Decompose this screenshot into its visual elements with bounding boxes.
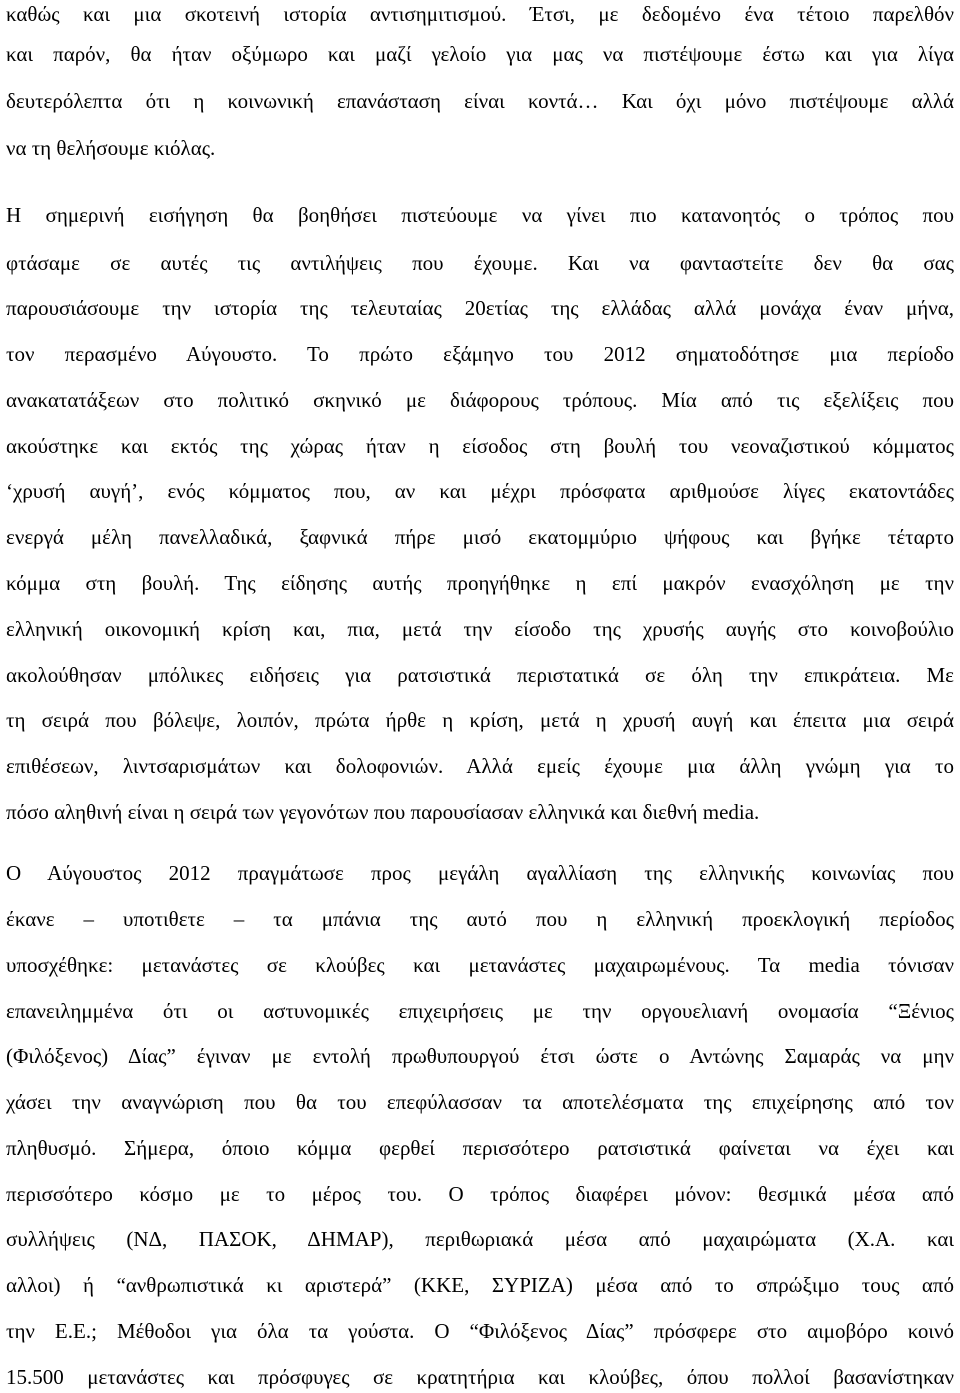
- text-line: να τη θελήσουμε κιόλας.: [6, 136, 216, 160]
- text-line: Η σημερινή εισήγηση θα βοηθήσει πιστεύουμε να γίνει πιο κατανοητός ο τρόπος που: [6, 203, 954, 227]
- text-line: την Ε.Ε.; Μέθοδοι για όλα τα γούστα. Ο “Φιλόξενος Δίας” πρόσφερε στο αιμοβόρο κοινό: [6, 1319, 954, 1343]
- text-line: ‘χρυσή αυγή’, ενός κόμματος που, αν και μέχρι πρόσφατα αριθμούσε λίγες εκατοντάδες: [6, 479, 954, 503]
- text-line: υποσχέθηκε: μετανάστες σε κλούβες και μετανάστες μαχαιρωμένους. Τα media τόνισαν: [6, 953, 954, 977]
- text-line: τον περασμένο Αύγουστο. Το πρώτο εξάμηνο του 2012 σηματοδότησε μια περίοδο: [6, 342, 954, 366]
- text-line: περισσότερο κόσμο με το μέρος του. Ο τρόπος διαφέρει μόνον: θεσμικά μέσα από: [6, 1182, 954, 1206]
- text-line: φτάσαμε σε αυτές τις αντιλήψεις που έχουμε. Και να φανταστείτε δεν θα σας: [6, 251, 954, 275]
- text-line: πληθυσμό. Σήμερα, όποιο κόμμα φερθεί περισσότερο ρατσιστικά φαίνεται να έχει και: [6, 1136, 954, 1160]
- text-line: ακολούθησαν μπόλικες ειδήσεις για ρατσιστικά περιστατικά σε όλη την επικράτεια. Με: [6, 663, 954, 687]
- text-line: 15.500 μετανάστες και πρόσφυγες σε κρατητήρια και κλούβες, όπου πολλοί βασανίστηκαν: [6, 1365, 954, 1389]
- text-line: ελληνική οικονομική κρίση και, πια, μετά την είσοδο της χρυσής αυγής στο κοινοβούλιο: [6, 617, 954, 641]
- text-line: έκανε – υποτιθετε – τα μπάνια της αυτό που η ελληνική προεκλογική περίοδος: [6, 907, 954, 931]
- text-line: (Φιλόξενος) Δίας” έγιναν με εντολή πρωθυπουργού έτσι ώστε ο Αντώνης Σαμαράς να μην: [6, 1044, 954, 1068]
- text-line: Ο Αύγουστος 2012 πραγμάτωσε προς μεγάλη αγαλλίαση της ελληνικής κοινωνίας που: [6, 861, 954, 885]
- text-line: και παρόν, θα ήταν οξύμωρο και μαζί γελοίο για μας να πιστέψουμε έστω και για λίγα: [6, 42, 954, 66]
- text-line: χάσει την αναγνώριση που θα του επεφύλασσαν τα αποτελέσματα της επιχείρησης από τον: [6, 1090, 954, 1114]
- text-line: δευτερόλεπτα ότι η κοινωνική επανάσταση είναι κοντά… Και όχι μόνο πιστέψουμε αλλά: [6, 89, 954, 113]
- text-line: ενεργά μέλη πανελλαδικά, ξαφνικά πήρε μισό εκατομμύριο ψήφους και βγήκε τέταρτο: [6, 525, 954, 549]
- text-line: επανειλημμένα ότι οι αστυνομικές επιχειρήσεις με την οργουελιανή ονομασία “Ξένιος: [6, 999, 954, 1023]
- text-line: πόσο αληθινή είναι η σειρά των γεγονότων που παρουσίασαν ελληνικά και διεθνή media.: [6, 800, 760, 824]
- text-line: κόμμα στη βουλή. Της είδησης αυτής προηγήθηκε η επί μακρόν ενασχόληση με την: [6, 571, 954, 595]
- text-line: ακούστηκε και εκτός της χώρας ήταν η είσοδος στη βουλή του νεοναζιστικού κόμματος: [6, 434, 954, 458]
- text-line: ανακατατάξεων στο πολιτικό σκηνικό με διάφορους τρόπους. Μία από τις εξελίξεις που: [6, 388, 954, 412]
- text-line: τη σειρά που βόλεψε, λοιπόν, πρώτα ήρθε η κρίση, μετά η χρυσή αυγή και έπειτα μια σειρά: [6, 708, 954, 732]
- text-line: παρουσιάσουμε την ιστορία της τελευταίας 20ετίας της ελλάδας αλλά μονάχα έναν μήνα,: [6, 296, 954, 320]
- text-line: καθώς και μια σκοτεινή ιστορία αντισημιτισμού. Έτσι, με δεδομένο ένα τέτοιο παρελθόν: [6, 2, 954, 26]
- text-line: συλλήψεις (ΝΔ, ΠΑΣΟΚ, ΔΗΜΑΡ), περιθωριακά μέσα από μαχαιρώματα (Χ.Α. και: [6, 1227, 954, 1251]
- text-line: επιθέσεων, λιντσαρισμάτων και δολοφονιών. Αλλά εμείς έχουμε μια άλλη γνώμη για το: [6, 754, 954, 778]
- text-line: αλλοι) ή “ανθρωπιστικά κι αριστερά” (ΚΚΕ, ΣΥΡΙΖΑ) μέσα από το σπρώξιμο τους από: [6, 1273, 954, 1297]
